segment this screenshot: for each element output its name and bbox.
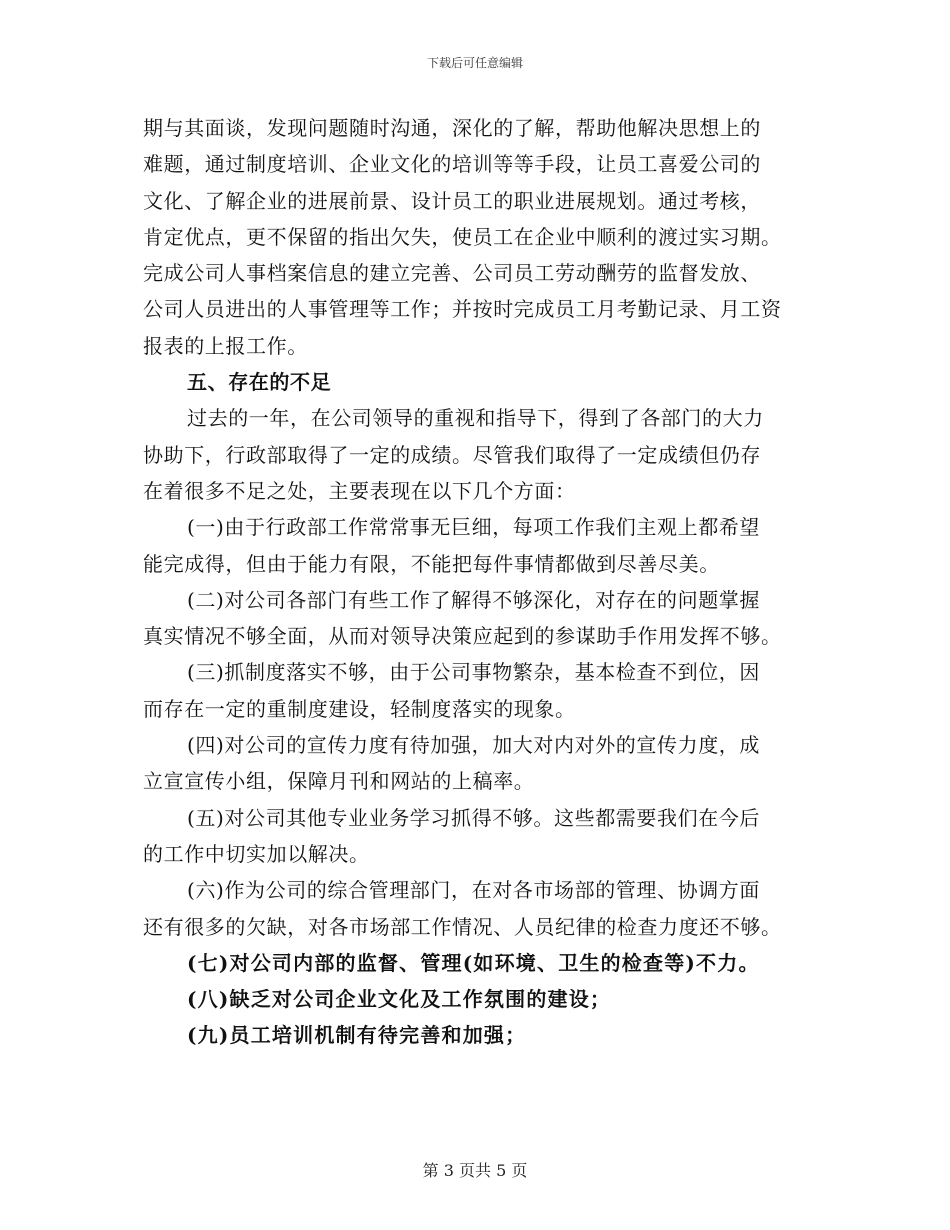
list-item-line: (二)对公司各部门有些工作了解得不够深化，对存在的问题掌握 xyxy=(187,587,761,612)
list-item-line: (四)对公司的宣传力度有待加强，加大对内对外的宣传力度，成 xyxy=(187,733,761,758)
list-item-line: 能完成得，但由于能力有限，不能把每件事情都做到尽善尽美。 xyxy=(143,551,720,576)
list-item-line: (九)员工培训机制有待完善和加强； xyxy=(187,1023,527,1048)
list-item-line: 真实情况不够全面，从而对领导决策应起到的参谋助手作用发挥不够。 xyxy=(143,624,782,649)
document-body xyxy=(143,110,813,1054)
list-item-line: (三)抓制度落实不够，由于公司事物繁杂，基本检查不到位，因 xyxy=(187,660,761,685)
paragraph-line: 肯定优点，更不保留的指出欠失，使员工在企业中顺利的渡过实习期。 xyxy=(143,224,782,249)
paragraph-line: 文化、了解企业的进展前景、设计员工的职业进展规划。通过考核， xyxy=(143,188,761,213)
list-item-line: (五)对公司其他专业业务学习抓得不够。这些都需要我们在今后 xyxy=(187,805,761,830)
list-item-line: (八)缺乏对公司企业文化及工作氛围的建设； xyxy=(187,987,612,1012)
paragraph-line: 难题，通过制度培训、企业文化的培训等等手段，让员工喜爱公司的 xyxy=(143,152,761,177)
paragraph-line: 公司人员进出的人事管理等工作；并按时完成员工月考勤记录、月工资 xyxy=(143,297,782,322)
page-header: 下载后可任意编辑 xyxy=(426,56,523,70)
section-heading: 五、存在的不足 xyxy=(187,370,332,395)
list-item-line: 还有很多的欠缺，对各市场部工作情况、人员纪律的检查力度还不够。 xyxy=(143,914,782,939)
page-number: 第 3 页共 5 页 xyxy=(422,1161,528,1180)
paragraph-line: 完成公司人事档案信息的建立完善、公司员工劳动酬劳的监督发放、 xyxy=(143,261,761,286)
list-item-line: 的工作中切实加以解决。 xyxy=(143,841,370,866)
list-item-line: (六)作为公司的综合管理部门，在对各市场部的管理、协调方面 xyxy=(187,878,761,903)
list-item-line: 立宣宣传小组，保障月刊和网站的上稿率。 xyxy=(143,769,535,794)
paragraph-line: 协助下，行政部取得了一定的成绩。尽管我们取得了一定成绩但仍存 xyxy=(143,442,761,467)
list-item-line: 而存在一定的重制度建设，轻制度落实的现象。 xyxy=(143,696,576,721)
paragraph-line: 过去的一年，在公司领导的重视和指导下，得到了各部门的大力 xyxy=(187,406,764,431)
paragraph-line: 在着很多不足之处，主要表现在以下几个方面： xyxy=(143,478,576,503)
paragraph-line: 报表的上报工作。 xyxy=(143,333,308,358)
list-item-line: (一)由于行政部工作常常事无巨细，每项工作我们主观上都希望 xyxy=(187,515,761,540)
paragraph-line: 期与其面谈，发现问题随时沟通，深化的了解，帮助他解决思想上的 xyxy=(143,116,761,140)
list-item-line: (七)对公司内部的监督、管理(如环境、卫生的检查等)不力。 xyxy=(187,950,760,975)
